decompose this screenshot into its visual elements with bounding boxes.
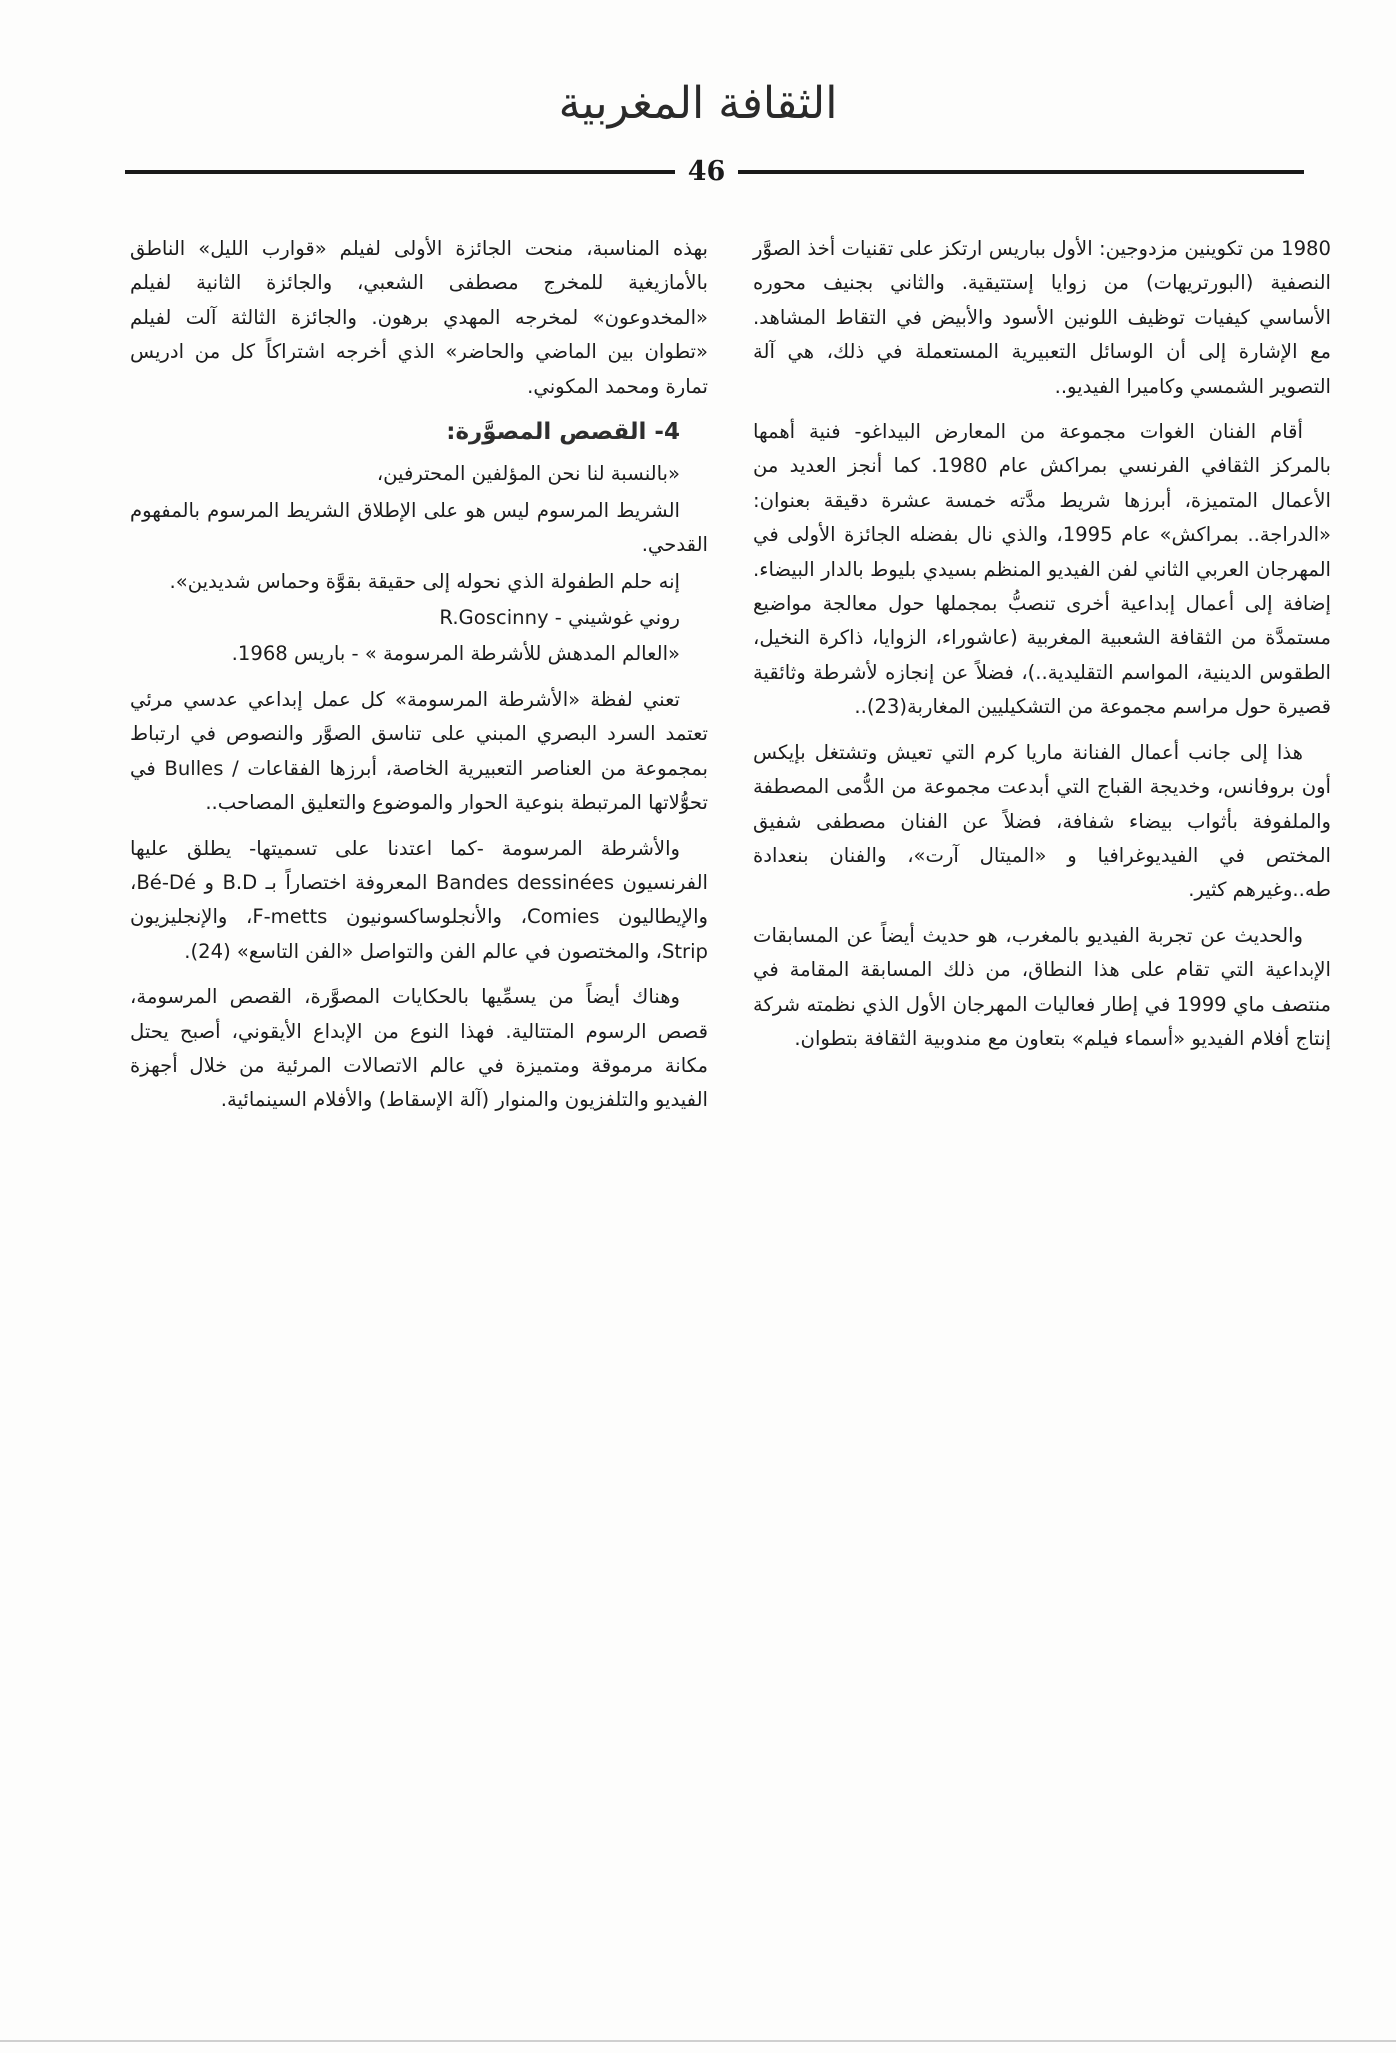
paragraph: والأشرطة المرسومة -كما اعتدنا على تسميتها- يطلق عليها الفرنسيون Bandes dessinées المعروفة اختصاراً بـ B.D و Bé-Dé، والإيطاليون Comies، والأنجلوساكسونيون F-metts، والإنجليزيون Strip، والمختصون في عالم الفن والتواصل «الفن التاسع» (24). (130, 836, 709, 963)
paragraph: أقام الفنان الغوات مجموعة من المعارض البيداغو- فنية أهمها بالمركز الثقافي الفرنسي بمراكش عام 1980. كما أنجز العديد من الأعمال المتميزة، أبرزها شريط مدَّته خمسة عشرة دقيقة بعنوان: «الدراجة.. بمراكش» عام 1995، والذي نال بفضله الجائزة الأولى في المهرجان العربي الثاني لفن الفيديو المنظم بسيدي بليوط بالدار البيضاء. إضافة إلى أعمال إبداعية أخرى تنصبُّ بمجملها حول معالجة مواضيع مستمدَّة من الثقافة الشعبية المغربية (عاشوراء، الزوايا، ذاكرة النخيل، الطقوس الدينية، المواسم التقليدية..)، فضلاً عن إنجازه لأشرطة وثائقية قصيرة حول مراسم مجموعة من التشكيليين المغاربة(23).. (753, 420, 1332, 719)
paragraph: 1980 من تكوينين مزدوجين: الأول بباريس ارتكز على تقنيات أخذ الصوَّر النصفية (البورتريهات) من زوايا إستتيقية. والثاني بجنيف محوره الأساسي كيفيات توظيف اللونين الأسود والأبيض في التقاط المشاهد. مع الإشارة إلى أن الوسائل التعبيرية المستعملة في ذلك، هي آلة التصوير الشمسي وكاميرا الفيديو.. (753, 237, 1331, 398)
quote-line: الشريط المرسوم ليس هو على الإطلاق الشريط المرسوم بالمفهوم القدحي. (130, 498, 708, 557)
left-column (130, 232, 708, 1129)
quote-line: إنه حلم الطفولة الذي نحوله إلى حقيقة بقوَّة وحماس شديدين». (169, 569, 680, 593)
paragraph: هذا إلى جانب أعمال الفنانة ماريا كرم التي تعيش وتشتغل بإيكس أون بروفانس، وخديجة القباج التي أبدعت مجموعة من الدُّمى المصطفة والملفوفة بأثواب بيضاء شفافة، فضلاً عن الفنان مصطفى شفيق المختص في الفيديوغرافيا و «الميتال آرت»، والفنان بنعدادة طه..وغيرهم كثير. (753, 740, 1331, 902)
journal-title: الثقافة المغربية (558, 78, 838, 129)
section-heading: 4- القصص المصوَّرة: (446, 419, 680, 446)
right-column (753, 232, 1331, 1067)
quote-line: «بالنسبة لنا نحن المؤلفين المحترفين، (376, 462, 680, 486)
page-number: 46 (687, 156, 726, 187)
paragraph: والحديث عن تجربة الفيديو بالمغرب، هو حديث أيضاً عن المسابقات الإبداعية التي تقام على هذا النطاق، من ذلك المسابقة المقامة في منتصف ماي 1999 في إطار فعاليات المهرجان الأول الذي نظمته شركة إنتاج أفلام الفيديو «أسماء فيلم» بتعاون مع مندوبية الثقافة بتطوان. (753, 923, 1331, 1050)
paragraph: بهذه المناسبة، منحت الجائزة الأولى لفيلم «قوارب الليل» الناطق بالأمازيغية للمخرج مصطفى الشعبي، والجائزة الثانية لفيلم «المخدوعون» لمخرجه المهدي برهون. والجائزة الثالثة آلت لفيلم «تطوان بين الماضي والحاضر» الذي أخرجه اشتراكاً كل من ادريس تمارة ومحمد المكوني. (130, 237, 708, 398)
header-rule-right (738, 170, 1304, 174)
quote-author: روني غوشيني - R.Goscinny (439, 606, 680, 630)
paragraph: وهناك أيضاً من يسمِّيها بالحكايات المصوَّرة، القصص المرسومة، قصص الرسوم المتتالية. فهذا النوع من الإبداع الأيقوني، أصبح يحتل مكانة مرموقة ومتميزة في عالم الاتصالات المرئية من خلال أجهزة الفيديو والتلفزيون والمنوار (آلة الإسقاط) والأفلام السينمائية. (130, 985, 708, 1112)
page-bottom-edge (0, 2040, 1396, 2042)
quote-source: «العالم المدهش للأشرطة المرسومة » - باريس 1968. (231, 642, 680, 666)
paragraph: تعني لفظة «الأشرطة المرسومة» كل عمل إبداعي عدسي مرئي تعتمد السرد البصري المبني على تناسق الصوَّر والنصوص في ارتباط بمجموعة من العناصر التعبيرية الخاصة، أبرزها الفقاعات / Bulles في تحوُّلاتها المرتبطة بنوعية الحوار والموضوع والتعليق المصاحب.. (130, 687, 708, 815)
header-rule-left (125, 170, 675, 174)
